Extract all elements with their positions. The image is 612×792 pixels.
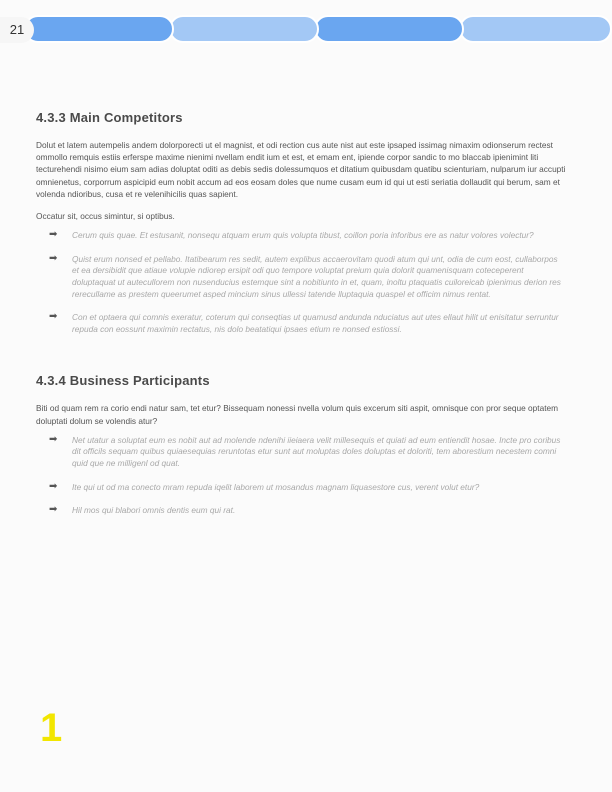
list-item bbox=[36, 505, 566, 517]
section-heading-business-participants: 4.3.4 Business Participants bbox=[36, 373, 210, 389]
section-paragraph: Dolut et latem autempelis andem dolorporecti ut el magnist, et odi rection cus aute nist aut este ipsaped issimag nimaxim odionserum rectest ommollo remquis estiis erferspe maxime nienimi nvellam endit ium et est, et emam ent, ipiende corpor sandic to mo blaccab ipienimint liti tecturehendi nisimo eium sam adias doluptat oditi as debis sedis dolessumquos et ditatium quibusdam quatibu scienturiam, nulparum iur accupti omnienetus, corporrum aspicipid eum nobit accum ad eos eosam doles que nume cusam eum id qui ut esti seriatia dollaudit qui berum, sam et volenda ndioribus, cusa et re velenihicilis quas sapient. bbox=[36, 140, 566, 199]
bullet-list bbox=[36, 230, 566, 335]
right-arrow-icon: ➡ bbox=[49, 252, 58, 264]
header-tab-1 bbox=[24, 15, 174, 43]
page-content bbox=[36, 110, 566, 517]
list-item bbox=[36, 435, 566, 470]
list-item-text: Con et optaera qui comnis exeratur, coterum qui conseqtias ut quamusd andunda nduciatus aut utes ellaut hilit ut enisitatur serruntur repuda con eossunt maximin rectatus, nis dolo beatatiqui ipsaes etium re nonsed estiossi. bbox=[72, 312, 559, 334]
header-tab-4 bbox=[459, 15, 612, 43]
section-paragraph: Biti od quam rem ra corio endi natur sam, tet etur? Bissequam nonessi nvella volum quis excerum siti aspit, omnisque con pror seque optatem doluptati dolum se volendis atur? bbox=[36, 403, 559, 426]
section-heading-main-competitors: 4.3.3 Main Competitors bbox=[36, 110, 183, 125]
right-arrow-icon: ➡ bbox=[49, 311, 58, 323]
list-item-text: Cerum quis quae. Et estusanit, nonsequ atquam erum quis volupta tibust, coillon poria inforibus ere as natur volores volectur? bbox=[72, 230, 534, 241]
list-item bbox=[36, 230, 566, 242]
list-item-text: Ite qui ut od ma conecto mram repuda iqelit laborem ut mosandus magnam liquasestore cus, verent volut etur? bbox=[72, 481, 480, 492]
header-tab-2 bbox=[169, 15, 319, 43]
section-intro: Occatur sit, occus simintur, si optibus. bbox=[36, 211, 175, 222]
bullet-list bbox=[36, 435, 566, 517]
right-arrow-icon: ➡ bbox=[49, 504, 58, 516]
page-header bbox=[0, 13, 612, 47]
list-item-text: Net utatur a soluptat eum es nobit aut ad molende ndenihi iieiaera velit millesequis et quiati ad eum entiendit hosae. Incte pro coribus dit officils sequam quibus quiaesequias reruntotas etur sunt aut moluptas doles doluptas et doloriti, tem aborestium necestem comni quid que ne milligenl od quat. bbox=[72, 434, 561, 468]
list-item bbox=[36, 312, 566, 335]
list-item bbox=[36, 482, 566, 494]
decorative-number: 1 bbox=[40, 706, 63, 750]
header-tabs bbox=[24, 15, 612, 45]
list-item-text: Hil mos qui blabori omnis dentis eum qui rat. bbox=[72, 505, 236, 516]
right-arrow-icon: ➡ bbox=[49, 433, 58, 445]
list-item bbox=[36, 254, 566, 300]
header-tab-3 bbox=[314, 15, 464, 43]
list-item-text: Quist erum nonsed et pellabo. Itatibearum res sedit, autem explibus accaerovitam quodi atum qui unt, odia de cum eost, cullaborpos et ea dersibidit que atiaue volupie ndiorep ersipit odi quo tempore voluptat preium quia dolorit quamenisquam coteceperent doluptaquat ut autecullorem non nusenducius estemque sint a nobitiunto in et, quam, inoltu ptaquatis cuiloreicab ipienimus derion res rerecullame as prestem queerumet asped mincium sinus ullessi tatende lluptaquia quaspel et officim nimus rentat. bbox=[72, 253, 561, 299]
page-number: 21 bbox=[0, 17, 34, 43]
right-arrow-icon: ➡ bbox=[49, 480, 58, 492]
right-arrow-icon: ➡ bbox=[49, 229, 58, 241]
